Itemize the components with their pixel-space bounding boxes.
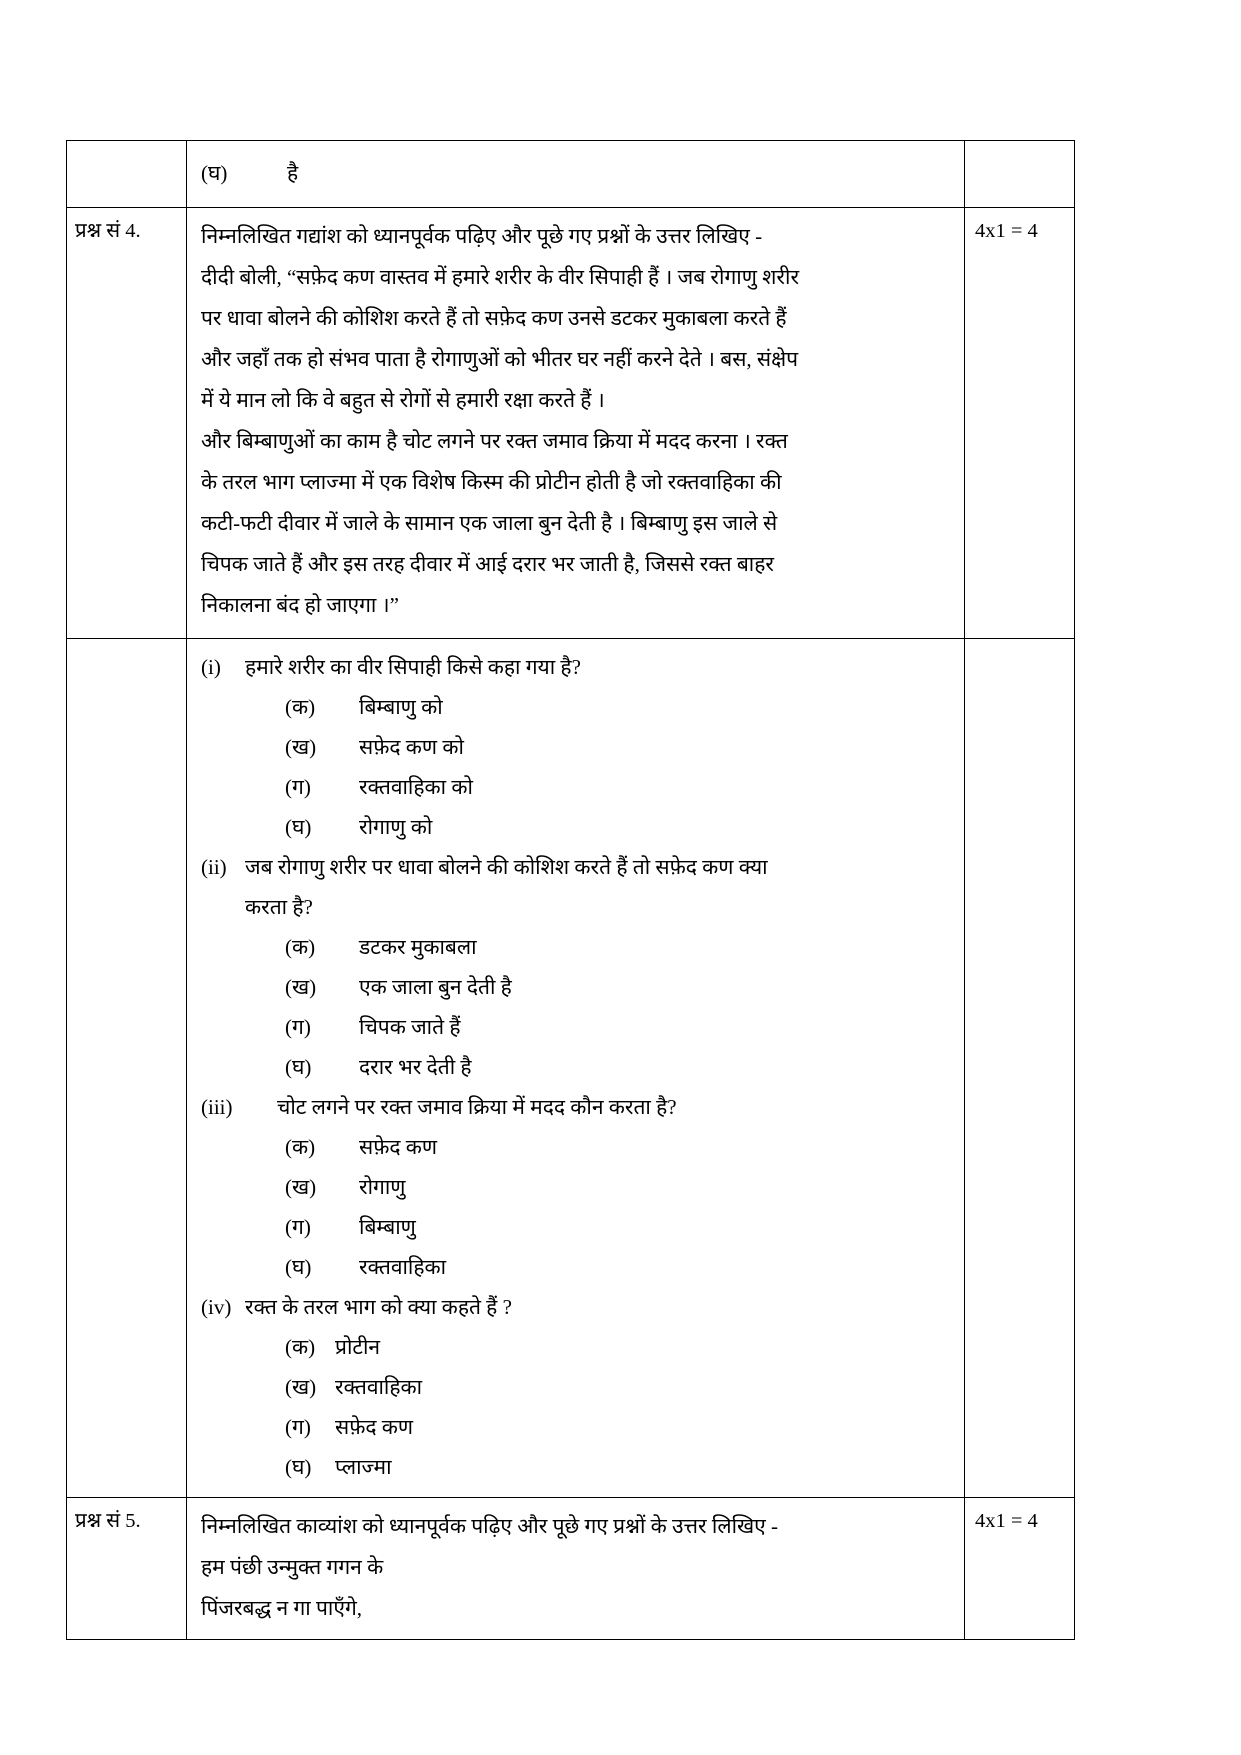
option-row[interactable] <box>201 687 954 727</box>
option-value: सफ़ेद कण को <box>359 735 464 759</box>
question-item-text: हमारे शरीर का वीर सिपाही किसे कहा गया है? <box>245 655 581 679</box>
option-key: (क) <box>285 1135 316 1159</box>
question4-passage-block <box>201 216 954 628</box>
question4-number-label: प्रश्न सं 4. <box>75 220 141 242</box>
option-key: (घ) <box>285 1055 312 1079</box>
option-key: (ख) <box>285 1175 317 1199</box>
option-key: (घ) <box>285 1255 312 1279</box>
question-item-stem <box>201 847 954 887</box>
question4-marks-label: 4x1 = 4 <box>975 220 1038 242</box>
passage-line: पर धावा बोलने की कोशिश करते हैं तो सफ़ेद कण उनसे डटकर मुकाबला करते हैं <box>201 306 787 330</box>
question-item-number: (i) <box>201 655 221 679</box>
question-item-stem <box>201 1087 954 1127</box>
option-value: दरार भर देती है <box>359 1055 472 1079</box>
question4-instruction: निम्नलिखित गद्यांश को ध्यानपूर्वक पढ़िए और पूछे गए प्रश्नों के उत्तर लिखिए - <box>201 224 763 248</box>
option-key: (ग) <box>285 1415 311 1439</box>
question-item-number: (iv) <box>201 1295 232 1319</box>
option-row[interactable] <box>201 807 954 847</box>
passage-line: और जहाँ तक हो संभव पाता है रोगाणुओं को भीतर घर नहीं करने देते । बस, संक्षेप <box>201 347 799 371</box>
cell-question4-passage <box>187 208 965 639</box>
table-row-question5 <box>67 1498 1075 1640</box>
option-row[interactable] <box>201 927 954 967</box>
question-item-text: जब रोगाणु शरीर पर धावा बोलने की कोशिश करते हैं तो सफ़ेद कण क्या <box>245 855 768 879</box>
option-value: रक्तवाहिका को <box>359 775 473 799</box>
question-item-number: (iii) <box>201 1095 233 1119</box>
cell-qno-empty <box>67 639 187 1498</box>
cell-marks-empty <box>965 141 1075 208</box>
option-key: (क) <box>285 695 316 719</box>
poem-line: पिंजरबद्ध न गा पाएँगे, <box>201 1596 363 1620</box>
passage-line: कटी-फटी दीवार में जाले के सामान एक जाला बुन देती है । बिम्बाणु इस जाले से <box>201 511 778 535</box>
question5-marks-label: 4x1 = 4 <box>975 1510 1038 1532</box>
question-item <box>201 1287 954 1487</box>
option-row[interactable] <box>201 1327 954 1367</box>
question-item-text: रक्त के तरल भाग को क्या कहते हैं ? <box>245 1295 512 1319</box>
stub-option-key: (घ) <box>201 161 228 185</box>
option-row[interactable] <box>201 967 954 1007</box>
option-row[interactable] <box>201 1127 954 1167</box>
option-row[interactable] <box>201 1207 954 1247</box>
option-key: (ख) <box>285 1375 317 1399</box>
option-row[interactable] <box>201 767 954 807</box>
cell-question5-passage <box>187 1498 965 1640</box>
table-row-top-stub <box>67 141 1075 208</box>
question-item-stem <box>201 1287 954 1327</box>
stub-option-value: है <box>287 161 299 185</box>
option-value: प्रोटीन <box>335 1335 381 1359</box>
passage-line: दीदी बोली, “सफ़ेद कण वास्तव में हमारे शरीर के वीर सिपाही हैं । जब रोगाणु शरीर <box>201 265 800 289</box>
question-paper-sheet <box>66 140 1074 1640</box>
option-key: (ख) <box>285 975 317 999</box>
question-paper-table <box>66 140 1075 1640</box>
cell-question5-marks <box>965 1498 1075 1640</box>
passage-line: के तरल भाग प्लाज्मा में एक विशेष किस्म की प्रोटीन होती है जो रक्तवाहिका की <box>201 470 782 494</box>
option-value: प्लाज्मा <box>335 1455 392 1479</box>
question-item-stem <box>201 647 954 687</box>
option-value: चिपक जाते हैं <box>359 1015 461 1039</box>
question-item <box>201 647 954 847</box>
option-row[interactable] <box>201 727 954 767</box>
question5-instruction: निम्नलिखित काव्यांश को ध्यानपूर्वक पढ़िए और पूछे गए प्रश्नों के उत्तर लिखिए - <box>201 1514 779 1538</box>
passage-line: चिपक जाते हैं और इस तरह दीवार में आई दरार भर जाती है, जिससे रक्त बाहर <box>201 552 774 576</box>
option-value: बिम्बाणु <box>359 1215 416 1239</box>
option-value: डटकर मुकाबला <box>359 935 477 959</box>
question5-number-label: प्रश्न सं 5. <box>75 1510 141 1532</box>
passage-line: और बिम्बाणुओं का काम है चोट लगने पर रक्त जमाव क्रिया में मदद करना । रक्त <box>201 429 788 453</box>
option-row[interactable] <box>201 1447 954 1487</box>
cell-top-stub-option <box>187 141 965 208</box>
cell-marks-empty <box>965 639 1075 1498</box>
option-key: (ख) <box>285 735 317 759</box>
option-key: (क) <box>285 1335 316 1359</box>
option-row[interactable] <box>201 1167 954 1207</box>
option-value: रक्तवाहिका <box>359 1255 447 1279</box>
cell-qno-empty <box>67 141 187 208</box>
cell-question5-number <box>67 1498 187 1640</box>
option-key: (ग) <box>285 1215 311 1239</box>
poem-line: हम पंछी उन्मुक्त गगन के <box>201 1555 384 1579</box>
passage-line: में ये मान लो कि वे बहुत से रोगों से हमारी रक्षा करते हैं । <box>201 388 605 412</box>
question-item-text-line2: करता है? <box>245 895 313 919</box>
option-value: सफ़ेद कण <box>335 1415 414 1439</box>
option-row[interactable] <box>201 1407 954 1447</box>
option-row[interactable] <box>201 1367 954 1407</box>
cell-question4-marks <box>965 208 1075 639</box>
question-item-stem-continued <box>201 887 954 927</box>
option-key: (ग) <box>285 1015 311 1039</box>
cell-question4-number <box>67 208 187 639</box>
question-item <box>201 1087 954 1287</box>
option-value: रक्तवाहिका <box>335 1375 423 1399</box>
option-key: (क) <box>285 935 316 959</box>
stub-option-line <box>201 149 954 197</box>
option-row[interactable] <box>201 1247 954 1287</box>
option-key: (ग) <box>285 775 311 799</box>
option-value: सफ़ेद कण <box>359 1135 438 1159</box>
option-key: (घ) <box>285 1455 312 1479</box>
question-item-text: चोट लगने पर रक्त जमाव क्रिया में मदद कौन करता है? <box>277 1095 677 1119</box>
option-key: (घ) <box>285 815 312 839</box>
question-item-number: (ii) <box>201 855 227 879</box>
table-row-question4-items <box>67 639 1075 1498</box>
option-value: रोगाणु <box>359 1175 406 1199</box>
option-row[interactable] <box>201 1047 954 1087</box>
option-row[interactable] <box>201 1007 954 1047</box>
table-row-question4-passage <box>67 208 1075 639</box>
option-value: रोगाणु को <box>359 815 433 839</box>
question-item <box>201 847 954 1087</box>
cell-question4-items <box>187 639 965 1498</box>
option-value: एक जाला बुन देती है <box>359 975 512 999</box>
passage-line: निकालना बंद हो जाएगा ।” <box>201 593 399 617</box>
option-value: बिम्बाणु को <box>359 695 443 719</box>
